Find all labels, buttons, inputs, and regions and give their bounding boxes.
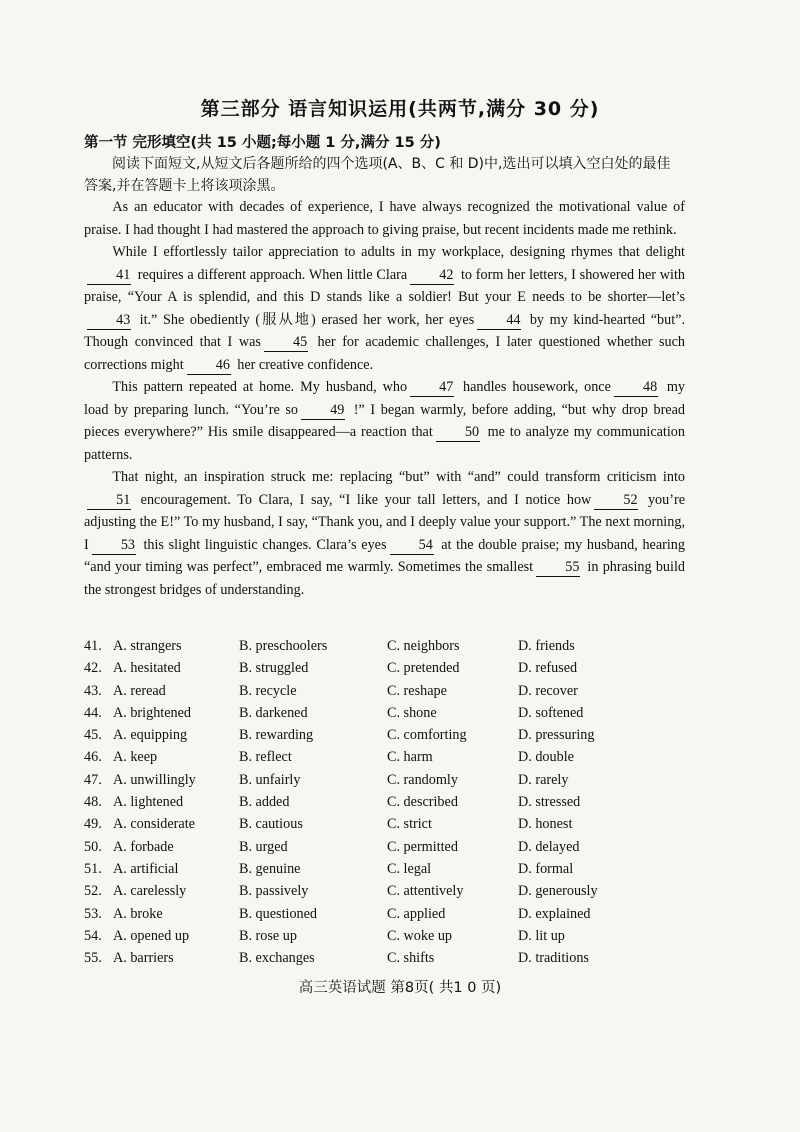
cloze-passage [84, 196, 685, 601]
question-number: 49. [84, 816, 102, 833]
option-a: A. reread [113, 682, 166, 699]
passage-text: this slight linguistic changes. Clara’s eyes [138, 536, 387, 553]
option-c: C. shifts [387, 950, 435, 967]
question-number: 48. [84, 794, 102, 811]
blank-53: 53 [92, 537, 136, 555]
passage-text: her for academic challenges, I later questioned whether such corrections might [84, 334, 685, 373]
option-d: D. formal [518, 860, 574, 877]
answer-options [84, 638, 704, 972]
blank-48: 48 [614, 379, 658, 397]
option-a: A. artificial [113, 860, 179, 877]
option-a: A. considerate [113, 816, 195, 833]
option-row-48 [84, 794, 704, 816]
option-c: C. permitted [387, 838, 458, 855]
option-a: A. equipping [113, 727, 188, 744]
passage-text: This pattern repeated at home. My husband, who [112, 379, 408, 395]
option-a: A. keep [113, 749, 158, 766]
passage-text: While I effortlessly tailor appreciation to adults in my workplace, designing rhymes that delight [112, 244, 685, 260]
option-b: B. struggled [239, 660, 309, 677]
option-b: B. exchanges [239, 950, 315, 967]
option-c: C. neighbors [387, 638, 460, 654]
option-row-51 [84, 861, 704, 883]
option-row-46 [84, 749, 704, 771]
option-c: C. reshape [387, 682, 447, 699]
option-row-50 [84, 839, 704, 861]
option-b: B. recycle [239, 682, 297, 699]
option-c: C. randomly [387, 771, 458, 788]
blank-46: 46 [187, 357, 231, 375]
paragraph-3 [84, 376, 685, 466]
option-row-47 [84, 772, 704, 794]
passage-text: to form her letters, I showered her with praise, “Your A is splendid, and this D stands like a soldier! But your E needs to be shorter—let’s [84, 266, 685, 305]
option-c: C. applied [387, 905, 446, 922]
question-number: 54. [84, 927, 102, 944]
blank-55: 55 [536, 559, 580, 577]
question-number: 53. [84, 905, 102, 922]
blank-41: 41 [87, 267, 131, 285]
passage-text: by my kind-hearted “but”. Though convinced that I was [84, 311, 685, 350]
blank-54: 54 [390, 537, 434, 555]
option-b: B. rose up [239, 927, 297, 944]
blank-51: 51 [87, 492, 131, 510]
option-row-41 [84, 638, 704, 660]
option-a: A. carelessly [113, 883, 187, 900]
paragraph-4 [84, 466, 685, 601]
option-d: D. friends [518, 638, 575, 654]
passage-text: it.” She obediently (服从地) erased her work, her eyes [134, 311, 475, 328]
option-b: B. passively [239, 883, 309, 900]
option-row-49 [84, 816, 704, 838]
option-b: B. cautious [239, 816, 303, 833]
passage-text: you’re adjusting the E!” To my husband, I say, “Thank you, and I deeply value your support.” The next morning, I [84, 491, 685, 553]
option-d: D. generously [518, 883, 598, 900]
question-number: 50. [84, 838, 102, 855]
passage-text: encouragement. To Clara, I say, “I like your tall letters, and I notice how [134, 491, 592, 508]
question-number: 51. [84, 860, 102, 877]
option-d: D. rarely [518, 771, 569, 788]
option-d: D. traditions [518, 950, 589, 967]
option-a: A. broke [113, 905, 163, 922]
option-row-44 [84, 705, 704, 727]
option-row-54 [84, 928, 704, 950]
question-number: 47. [84, 771, 102, 788]
option-row-53 [84, 906, 704, 928]
blank-45: 45 [264, 334, 308, 352]
passage-text: That night, an inspiration struck me: replacing “but” with “and” could transform criticism into [112, 469, 685, 485]
option-c: C. harm [387, 749, 433, 766]
passage-text: her creative confidence. [233, 356, 374, 373]
question-number: 45. [84, 727, 102, 744]
question-number: 46. [84, 749, 102, 766]
option-d: D. softened [518, 704, 584, 721]
passage-text: at the double praise; my husband, hearing “and your timing was perfect”, embraced me warmly. Sometimes the smallest [84, 536, 685, 575]
option-d: D. lit up [518, 927, 565, 944]
option-b: B. rewarding [239, 727, 314, 744]
option-c: C. pretended [387, 660, 460, 677]
section-heading: 第一节 完形填空(共 15 小题;每小题 1 分,满分 15 分) [84, 135, 441, 151]
blank-49: 49 [301, 402, 345, 420]
blank-50: 50 [436, 424, 480, 442]
part-title: 第三部分 语言知识运用(共两节,满分 30 分) [200, 98, 600, 120]
option-a: A. strangers [113, 638, 182, 654]
option-b: B. preschoolers [239, 638, 328, 654]
option-row-42 [84, 660, 704, 682]
option-a: A. opened up [113, 927, 190, 944]
option-row-43 [84, 683, 704, 705]
option-c: C. woke up [387, 927, 453, 944]
option-d: D. delayed [518, 838, 580, 855]
directions-text: 阅读下面短文,从短文后各题所给的四个选项(A、B、C 和 D)中,选出可以填入空白处的最佳答案,并在答题卡上将该项涂黑。 [84, 156, 671, 194]
passage-text: !” I began warmly, before adding, “but why drop bread pieces everywhere?” His smile disappeared—a reaction that [84, 401, 685, 440]
option-a: A. unwillingly [113, 771, 196, 788]
question-number: 55. [84, 950, 102, 967]
blank-47: 47 [410, 379, 454, 397]
blank-42: 42 [410, 267, 454, 285]
passage-text: my load by preparing lunch. “You’re so [84, 379, 685, 418]
option-a: A. barriers [113, 950, 174, 967]
option-a: A. brightened [113, 704, 192, 721]
passage-text: me to analyze my communication patterns. [84, 424, 685, 463]
option-b: B. unfairly [239, 771, 301, 788]
option-c: C. described [387, 794, 458, 811]
option-b: B. reflect [239, 749, 292, 766]
option-row-55 [84, 950, 704, 972]
option-d: D. recover [518, 682, 578, 699]
blank-44: 44 [477, 312, 521, 330]
question-number: 52. [84, 883, 102, 900]
option-a: A. lightened [113, 794, 184, 811]
option-c: C. comforting [387, 727, 467, 744]
option-c: C. attentively [387, 883, 464, 900]
paragraph-1: As an educator with decades of experience, I have always recognized the motivational value of praise. I had thought I had mastered the approach to giving praise, but recent incidents made me rethink. [84, 199, 685, 238]
question-number: 44. [84, 704, 102, 721]
question-number: 41. [84, 638, 102, 654]
option-d: D. stressed [518, 794, 581, 811]
passage-text: in phrasing build the strongest bridges of understanding. [84, 559, 686, 598]
question-number: 43. [84, 682, 102, 699]
question-number: 42. [84, 660, 102, 677]
passage-text: requires a different approach. When little Clara [134, 266, 408, 283]
option-a: A. forbade [113, 838, 174, 855]
paragraph-2 [84, 241, 685, 376]
option-a: A. hesitated [113, 660, 181, 677]
option-b: B. genuine [239, 860, 301, 877]
passage-text: handles housework, once [457, 379, 611, 395]
option-b: B. darkened [239, 704, 308, 721]
option-c: C. shone [387, 704, 437, 721]
option-d: D. double [518, 749, 574, 766]
option-d: D. pressuring [518, 727, 595, 744]
option-c: C. legal [387, 860, 432, 877]
option-row-45 [84, 727, 704, 749]
option-c: C. strict [387, 816, 432, 833]
option-d: D. explained [518, 905, 591, 922]
blank-52: 52 [594, 492, 638, 510]
page-footer: 高三英语试题 第8页( 共1 0 页) [298, 980, 502, 996]
option-b: B. questioned [239, 905, 318, 922]
option-d: D. honest [518, 816, 573, 833]
blank-43: 43 [87, 312, 131, 330]
option-row-52 [84, 883, 704, 905]
option-d: D. refused [518, 660, 578, 677]
option-b: B. added [239, 794, 290, 811]
option-b: B. urged [239, 838, 288, 855]
